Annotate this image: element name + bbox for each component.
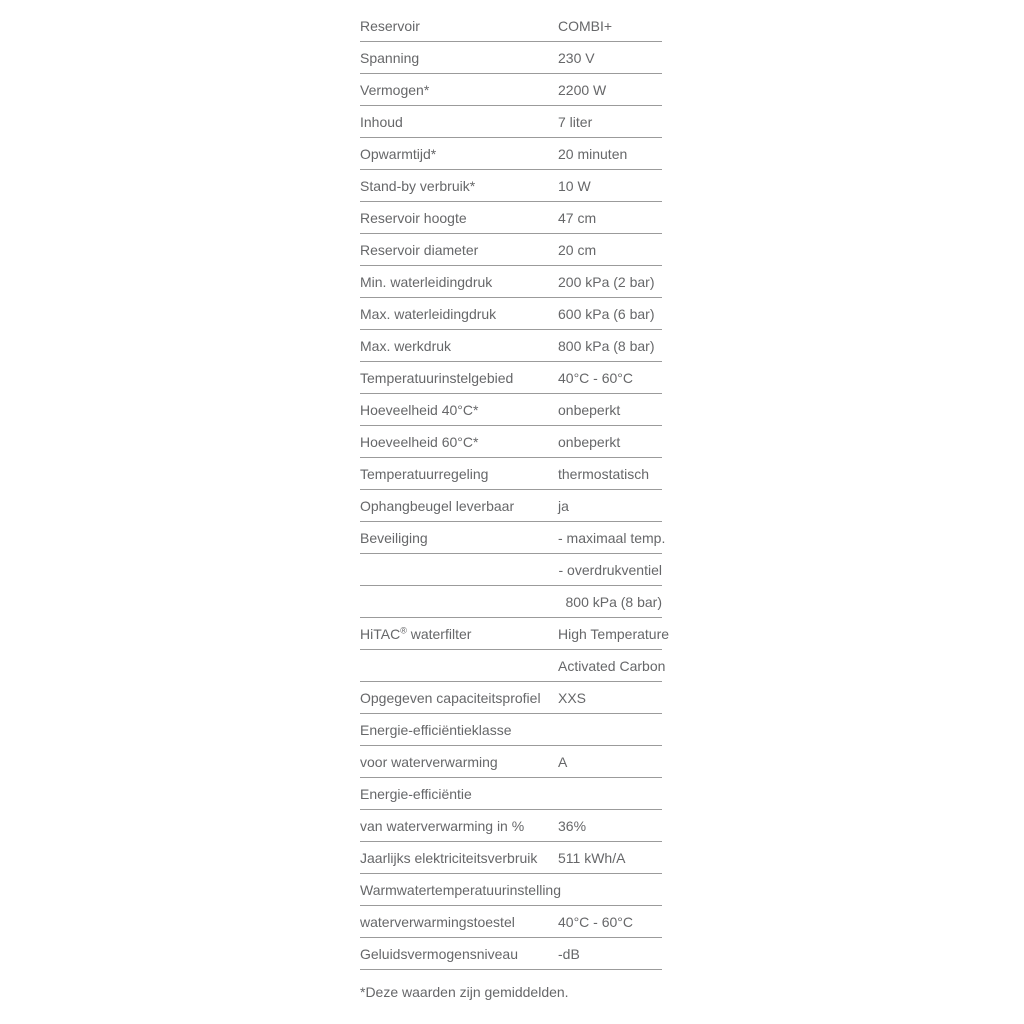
spec-row: [360, 458, 662, 490]
spec-value: 36%: [558, 817, 587, 834]
spec-row: [360, 298, 662, 330]
spec-value: 40°C - 60°C: [558, 913, 634, 930]
spec-value: ja: [558, 497, 569, 514]
spec-row: [360, 490, 662, 522]
spec-value: 511 kWh/A: [558, 849, 626, 866]
spec-row: [360, 778, 662, 810]
spec-row: [360, 394, 662, 426]
spec-value: 800 kPa (8 bar): [558, 337, 655, 354]
spec-value: High Temperature: [558, 625, 670, 642]
spec-value: XXS: [558, 689, 587, 706]
spec-value: 200 kPa (2 bar): [558, 273, 655, 290]
spec-row: [360, 906, 662, 938]
spec-property-label: Ophangbeugel leverbaar: [360, 497, 515, 514]
spec-property-label: Beveiliging: [360, 529, 428, 546]
spec-row: [360, 42, 662, 74]
spec-row: [360, 682, 662, 714]
spec-property-label: Hoeveelheid 60°C*: [360, 433, 479, 450]
spec-property-label: Reservoir diameter: [360, 241, 479, 258]
spec-row: [360, 426, 662, 458]
spec-property-label: Opgegeven capaciteitsprofiel: [360, 689, 541, 706]
spec-row: [360, 650, 666, 682]
spec-value: - maximaal temp.: [558, 529, 666, 546]
spec-row: [360, 330, 662, 362]
spec-row: [360, 810, 662, 842]
spec-value: 7 liter: [558, 113, 593, 130]
spec-value: 230 V: [558, 49, 595, 66]
spec-property-label: Inhoud: [360, 113, 403, 130]
spec-row: [360, 10, 662, 42]
spec-row: [360, 554, 662, 586]
spec-row: [360, 170, 662, 202]
spec-property-label: Jaarlijks elektriciteitsverbruik: [360, 849, 538, 866]
spec-property-label: Reservoir: [360, 17, 420, 34]
spec-value: onbeperkt: [558, 401, 621, 418]
spec-value: A: [558, 753, 568, 770]
spec-property-label: Energie-efficiëntie: [360, 785, 472, 802]
spec-property-label: Spanning: [360, 49, 420, 66]
spec-value: 800 kPa (8 bar): [565, 593, 662, 610]
spec-value: 47 cm: [558, 209, 597, 226]
spec-property-label: Vermogen*: [360, 81, 430, 98]
spec-property-label: Max. werkdruk: [360, 337, 452, 354]
spec-value: 20 minuten: [558, 145, 628, 162]
spec-property-label: Opwarmtijd*: [360, 145, 437, 162]
product-specifications-table: [360, 10, 670, 1000]
spec-value: 2200 W: [558, 81, 607, 98]
spec-property-label: waterverwarmingstoestel: [360, 913, 515, 930]
spec-property-label: Reservoir hoogte: [360, 209, 467, 226]
spec-row: [360, 586, 662, 618]
spec-value: COMBI+: [558, 17, 613, 34]
spec-property-label: Geluidsvermogensniveau: [360, 945, 518, 962]
spec-value: 10 W: [558, 177, 591, 194]
spec-row: [360, 842, 662, 874]
spec-row: [360, 522, 666, 554]
spec-rows-container: [360, 10, 670, 970]
spec-property-label: voor waterverwarming: [360, 753, 498, 770]
spec-value: thermostatisch: [558, 465, 650, 482]
spec-value: 20 cm: [558, 241, 597, 258]
spec-property-label: van waterverwarming in %: [360, 817, 525, 834]
spec-property-label: Temperatuurregeling: [360, 465, 489, 482]
spec-row: [360, 618, 670, 650]
spec-row: [360, 138, 662, 170]
spec-row: [360, 234, 662, 266]
spec-row: [360, 874, 662, 906]
spec-row: [360, 362, 662, 394]
spec-row: [360, 266, 662, 298]
footnote-averages: *Deze waarden zijn gemiddelden.: [360, 984, 569, 1000]
spec-property-label: Warmwatertemperatuurinstelling: [360, 881, 561, 898]
spec-property-label: Min. waterleidingdruk: [360, 273, 493, 290]
spec-value: Activated Carbon: [558, 657, 666, 674]
spec-property-label: Energie-efficiëntieklasse: [360, 721, 512, 738]
spec-property-label: Hoeveelheid 40°C*: [360, 401, 479, 418]
spec-property-label: Temperatuurinstelgebied: [360, 369, 514, 386]
spec-row: [360, 202, 662, 234]
spec-value: - overdrukventiel: [558, 561, 662, 578]
spec-value: 40°C - 60°C: [558, 369, 634, 386]
spec-property-label: Max. waterleidingdruk: [360, 305, 497, 322]
spec-value: 600 kPa (6 bar): [558, 305, 655, 322]
spec-value: onbeperkt: [558, 433, 621, 450]
spec-property-label: HiTAC® waterfilter: [360, 624, 472, 642]
spec-row: [360, 938, 662, 970]
spec-row: [360, 74, 662, 106]
spec-property-label: Stand-by verbruik*: [360, 177, 476, 194]
spec-row: [360, 746, 662, 778]
spec-row: [360, 714, 662, 746]
spec-row: [360, 106, 662, 138]
spec-value: -dB: [558, 945, 580, 962]
